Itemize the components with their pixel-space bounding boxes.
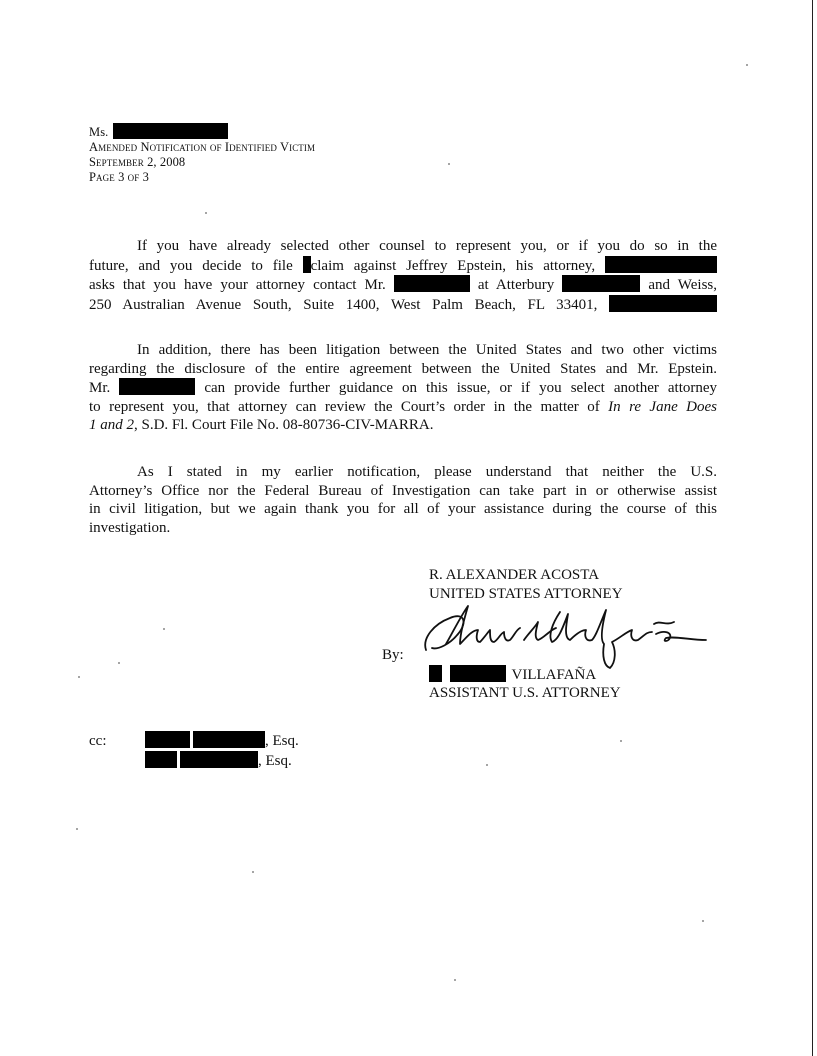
signer-title: ASSISTANT U.S. ATTORNEY — [429, 685, 621, 701]
paragraph-3-line-2: Attorney’s Office nor the Federal Bureau of Investigation can take part in or otherwise assist — [89, 482, 717, 499]
scan-speck — [76, 828, 78, 830]
paragraph-3-line-3: in civil litigation, but we again thank you for all of your assistance during the course of this — [89, 501, 717, 517]
scan-speck — [454, 979, 456, 981]
paragraph-3 — [89, 463, 717, 537]
signer-name-line — [429, 665, 596, 684]
redaction-block — [145, 731, 190, 748]
addressee-line — [89, 123, 315, 140]
paragraph-3-line-1: As I stated in my earlier notification, please understand that neither the U.S. — [137, 464, 717, 480]
scan-speck — [448, 163, 450, 165]
redaction-block — [180, 751, 258, 768]
paragraph-2-line-5: 1 and 2, S.D. Fl. Court File No. 08-80736-CIV-MARRA. — [89, 417, 434, 433]
redaction-block — [119, 378, 195, 395]
redaction-block — [193, 731, 265, 748]
scan-speck — [702, 920, 704, 922]
scan-speck — [620, 740, 622, 742]
addressee-salutation: Ms. — [89, 125, 109, 139]
paragraph-1-line-3: asks that you have your attorney contact Mr. at Atterbury and Weiss, — [89, 277, 718, 293]
cc-recipient-1: , Esq. — [145, 731, 299, 750]
scan-speck — [118, 662, 120, 664]
redaction-block — [429, 665, 442, 682]
paragraph-2-line-4: to represent you, that attorney can review the Court’s order in the matter of In re Jane Does — [89, 398, 718, 415]
cc-label: cc: — [89, 733, 107, 749]
redaction-block — [609, 295, 717, 312]
document-title: Amended Notification of Identified Victim — [89, 140, 316, 154]
scan-speck — [746, 64, 748, 66]
scan-speck — [78, 676, 80, 678]
paragraph-1-line-2: future, and you decide to file claim against Jeffrey Epstein, his attorney, — [89, 256, 717, 276]
signatory-name: R. ALEXANDER ACOSTA — [429, 567, 600, 583]
paragraph-2-line-3: Mr. can provide further guidance on this issue, or if you select another attorney — [89, 380, 718, 396]
paragraph-2-line-2: regarding the disclosure of the entire agreement between the United States and Mr. Epstein. — [89, 360, 717, 377]
redaction-block — [394, 275, 470, 292]
scan-speck — [205, 212, 207, 214]
paragraph-1-line-1: If you have already selected other counsel to represent you, or if you do so in the — [137, 238, 717, 254]
redaction-block — [113, 123, 228, 139]
paragraph-3-line-4: investigation. — [89, 519, 171, 536]
signer-surname: VILLAFAÑA — [511, 667, 597, 683]
paragraph-1-line-4: 250 Australian Avenue South, Suite 1400, West Palm Beach, FL 33401, — [89, 295, 717, 315]
paragraph-2-line-1: In addition, there has been litigation between the United States and two other victims — [137, 342, 717, 358]
scan-speck — [252, 871, 254, 873]
paragraph-2 — [89, 341, 717, 435]
page-number: Page 3 of 3 — [89, 170, 149, 184]
letter-header — [89, 123, 315, 185]
signatory-office: UNITED STATES ATTORNEY — [429, 586, 623, 602]
scan-edge-line — [812, 0, 813, 1056]
scan-speck — [486, 764, 488, 766]
document-date: September 2, 2008 — [89, 155, 186, 169]
redaction-block — [145, 751, 177, 768]
scan-speck — [163, 628, 165, 630]
cc-recipient-2: , Esq. — [145, 751, 292, 770]
paragraph-1 — [89, 237, 717, 314]
redaction-block — [562, 275, 640, 292]
redaction-block — [450, 665, 506, 682]
redaction-block — [303, 256, 311, 273]
redaction-block — [605, 256, 717, 273]
by-label: By: — [382, 647, 404, 663]
